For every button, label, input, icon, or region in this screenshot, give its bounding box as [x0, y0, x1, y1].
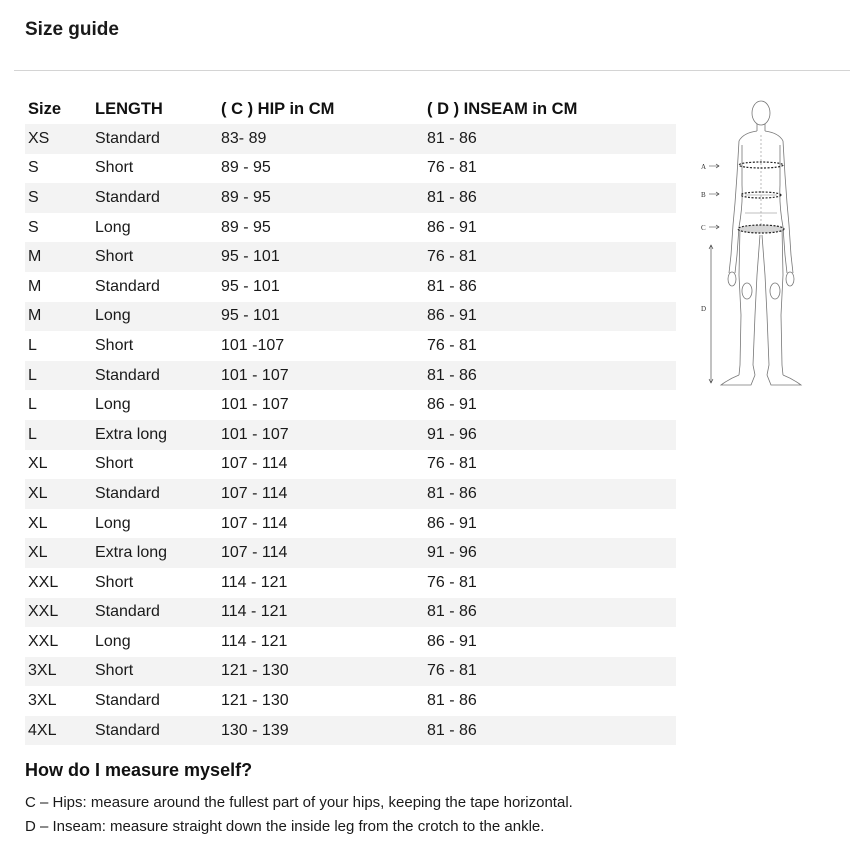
cell-length: Short — [92, 242, 218, 272]
cell-inseam: 86 - 91 — [427, 218, 477, 236]
cell-size: XL — [25, 538, 92, 568]
cell-size: 3XL — [28, 692, 57, 710]
cell-hip: 121 - 130 — [218, 657, 424, 687]
cell-length: Standard — [95, 692, 160, 710]
cell-hip: 130 - 139 — [218, 716, 424, 746]
cell-size: L — [25, 361, 92, 391]
cell-inseam: 76 - 81 — [427, 573, 477, 591]
cell-hip: 95 - 101 — [221, 277, 280, 295]
label-c: C — [701, 224, 706, 232]
cell-inseam: 81 - 86 — [424, 479, 676, 509]
cell-hip: 89 - 95 — [221, 159, 271, 177]
cell-length: Short — [95, 336, 134, 354]
cell-size: XL — [25, 479, 92, 509]
cell-length: Short — [95, 159, 134, 177]
cell-inseam: 76 - 81 — [427, 336, 477, 354]
cell-size: L — [28, 336, 37, 354]
cell-length: Short — [95, 573, 134, 591]
cell-inseam: 76 - 81 — [424, 657, 676, 687]
cell-size: XS — [25, 124, 92, 154]
cell-length: Standard — [92, 361, 218, 391]
cell-inseam: 91 - 96 — [424, 538, 676, 568]
cell-size: XL — [28, 455, 48, 473]
table-row — [25, 627, 676, 657]
cell-inseam: 81 - 86 — [424, 716, 676, 746]
cell-size: M — [28, 277, 42, 295]
cell-inseam: 81 - 86 — [424, 183, 676, 213]
table-row — [25, 183, 676, 213]
cell-hip: 107 - 114 — [221, 455, 288, 473]
cell-inseam: 81 - 86 — [427, 277, 477, 295]
cell-hip: 101 -107 — [221, 336, 285, 354]
table-row — [25, 361, 676, 391]
table-row — [25, 598, 676, 628]
cell-hip: 89 - 95 — [221, 218, 271, 236]
cell-size: M — [25, 302, 92, 332]
table-row — [25, 538, 676, 568]
hips-instruction: C – Hips: measure around the fullest part of your hips, keeping the tape horizontal. — [25, 794, 573, 811]
cell-inseam: 86 - 91 — [427, 396, 477, 414]
cell-length: Long — [95, 218, 131, 236]
cell-hip: 114 - 121 — [221, 573, 288, 591]
cell-hip: 95 - 101 — [218, 242, 424, 272]
measure-heading: How do I measure myself? — [25, 760, 253, 780]
cell-size: S — [28, 159, 39, 177]
arrow-b — [709, 192, 719, 196]
cell-length: Short — [95, 455, 134, 473]
cell-hip: 101 - 107 — [218, 361, 424, 391]
cell-inseam: 91 - 96 — [424, 420, 676, 450]
cell-inseam: 86 - 91 — [427, 514, 477, 532]
cell-size: S — [25, 183, 92, 213]
title-divider — [14, 70, 850, 71]
table-row — [25, 213, 676, 243]
label-a: A — [701, 163, 707, 171]
cell-size: L — [28, 396, 37, 414]
table-row — [25, 479, 676, 509]
cell-length: Standard — [92, 183, 218, 213]
table-row — [25, 657, 676, 687]
cell-hip: 121 - 130 — [221, 692, 289, 710]
cell-inseam: 81 - 86 — [424, 124, 676, 154]
cell-inseam: 76 - 81 — [427, 159, 477, 177]
inseam-arrow — [709, 245, 713, 383]
table-row — [25, 242, 676, 272]
cell-length: Short — [92, 657, 218, 687]
cell-hip: 101 - 107 — [218, 420, 424, 450]
table-row — [25, 390, 676, 420]
cell-hip: 114 - 121 — [221, 632, 288, 650]
cell-inseam: 81 - 86 — [424, 361, 676, 391]
cell-inseam: 86 - 91 — [427, 632, 477, 650]
cell-hip: 89 - 95 — [218, 183, 424, 213]
cell-hip: 95 - 101 — [218, 302, 424, 332]
cell-size: XL — [28, 514, 48, 532]
table-row — [25, 509, 676, 539]
cell-length: Long — [95, 514, 131, 532]
cell-size: XXL — [28, 632, 59, 650]
table-row — [25, 302, 676, 332]
body-outline — [721, 101, 801, 385]
cell-inseam: 76 - 81 — [427, 455, 477, 473]
size-table — [25, 95, 676, 745]
table-row — [25, 716, 676, 746]
cell-hip: 101 - 107 — [221, 396, 289, 414]
header-length: LENGTH — [95, 100, 163, 118]
table-row — [25, 272, 676, 302]
page-title: Size guide — [25, 19, 119, 40]
cell-length: Long — [95, 396, 131, 414]
header-size: Size — [28, 100, 62, 118]
cell-size: XXL — [28, 573, 59, 591]
cell-size: S — [28, 218, 39, 236]
body-measurement-figure — [695, 95, 815, 395]
cell-size: L — [25, 420, 92, 450]
table-row — [25, 450, 676, 480]
table-row — [25, 154, 676, 184]
cell-inseam: 86 - 91 — [424, 302, 676, 332]
cell-length: Standard — [92, 479, 218, 509]
cell-size: 4XL — [25, 716, 92, 746]
cell-length: Extra long — [92, 538, 218, 568]
cell-length: Long — [95, 632, 131, 650]
cell-size: XXL — [25, 598, 92, 628]
cell-size: M — [25, 242, 92, 272]
arrow-a — [709, 164, 719, 168]
header-hip: ( C ) HIP in CM — [221, 100, 335, 118]
cell-length: Standard — [92, 124, 218, 154]
cell-inseam: 76 - 81 — [424, 242, 676, 272]
cell-hip: 107 - 114 — [218, 538, 424, 568]
cell-hip: 107 - 114 — [221, 514, 288, 532]
cell-hip: 107 - 114 — [218, 479, 424, 509]
inseam-instruction: D – Inseam: measure straight down the inside leg from the crotch to the ankle. — [25, 818, 545, 835]
table-row — [25, 124, 676, 154]
cell-length: Standard — [95, 277, 160, 295]
cell-size: 3XL — [25, 657, 92, 687]
cell-hip: 114 - 121 — [218, 598, 424, 628]
cell-length: Long — [92, 302, 218, 332]
cell-length: Extra long — [92, 420, 218, 450]
header-inseam: ( D ) INSEAM in CM — [427, 100, 578, 118]
table-row — [25, 686, 676, 716]
table-row — [25, 420, 676, 450]
cell-length: Standard — [92, 598, 218, 628]
cell-hip: 83- 89 — [218, 124, 424, 154]
label-d: D — [701, 305, 707, 313]
arrow-c — [709, 225, 719, 229]
cell-inseam: 81 - 86 — [424, 598, 676, 628]
tape-c — [738, 225, 784, 233]
label-b: B — [701, 191, 706, 199]
table-row — [25, 568, 676, 598]
cell-inseam: 81 - 86 — [427, 692, 477, 710]
table-row — [25, 331, 676, 361]
table-header-row — [25, 95, 676, 124]
cell-length: Standard — [92, 716, 218, 746]
